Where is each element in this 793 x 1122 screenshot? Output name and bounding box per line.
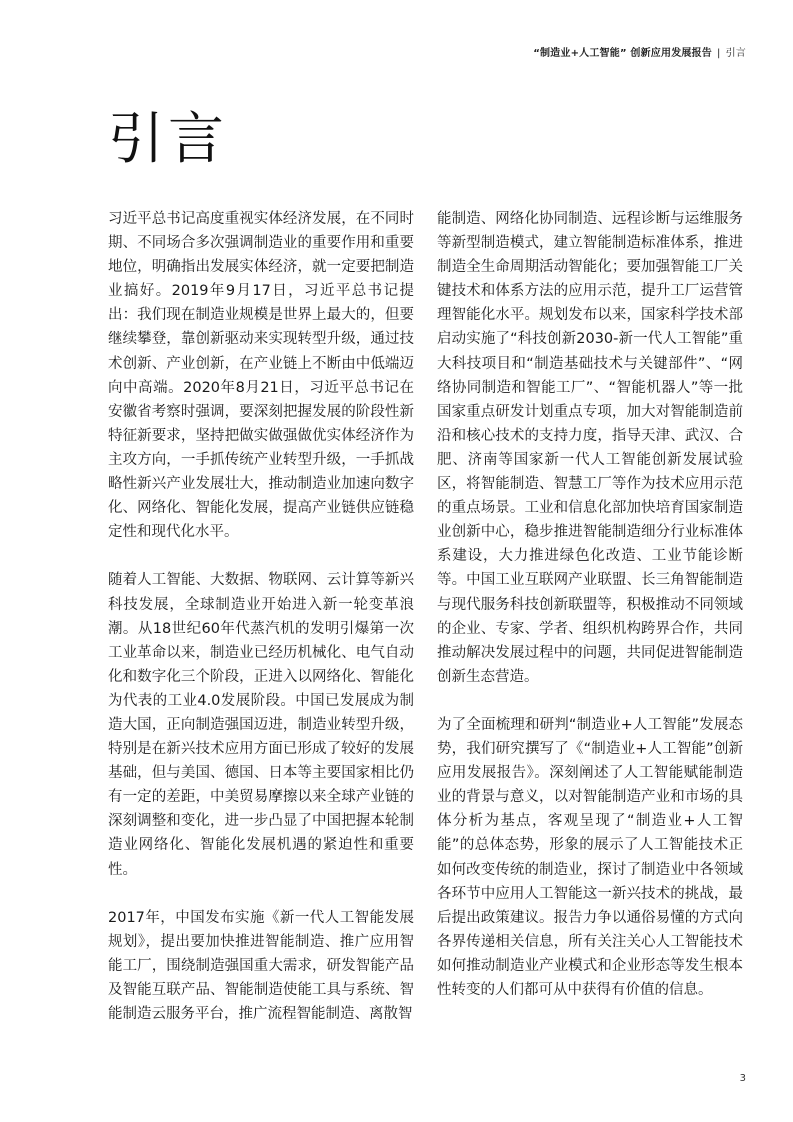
running-header-report-title: “制造业+人工智能” 创新应用发展报告 [533, 48, 713, 59]
page-number: 3 [739, 1073, 746, 1084]
left-paragraph-3: 2017年，中国发布实施《新一代人工智能发展规划》，提出要加快推进智能制造、推广应用智能工厂，围绕制造强国重大需求，研发智能产品及智能互联产品、智能制造使能工具与系统、智能制造云服务平台，推广流程智能制造、离散智 [108, 909, 414, 1023]
left-paragraph-2: 随着人工智能、大数据、物联网、云计算等新兴科技发展，全球制造业开始进入新一轮变革浪潮。从18世纪60年代蒸汽机的发明引爆第一次工业革命以来，制造业已经历机械化、电气自动化和数字化三个阶段，正进入以网络化、智能化为代表的工业4.0发展阶段。中国已发展成为制造大国，正向制造强国迈进，制造业转型升级，特别是在新兴技术应用方面已形成了较好的发展基础，但与美国、德国、日本等主要国家相比仍有一定的差距，中美贸易摩擦以来全球产业链的深刻调整和变化，进一步凸显了中国把握本轮制造业网络化、智能化发展机遇的紧迫性和重要性。 [108, 572, 414, 878]
running-header-separator: | [717, 48, 721, 59]
page-title: 引言 [108, 107, 228, 172]
running-header [533, 44, 746, 59]
left-paragraph-1: 习近平总书记高度重视实体经济发展，在不同时期、不同场合多次强调制造业的重要作用和重要地位，明确指出发展实体经济，就一定要把制造业搞好。2019年9月17日，习近平总书记提出：我们现在制造业规模是世界上最大的，但要继续攀登，靠创新驱动来实现转型升级，通过技术创新、产业创新，在产业链上不断由中低端迈向中高端。2020年8月21日，习近平总书记在安徽省考察时强调，要深刻把握发展的阶段性新特征新要求，坚持把做实做强做优实体经济作为主攻方向，一手抓传统产业转型升级，一手抓战略性新兴产业发展壮大，推动制造业加速向数字化、网络化、智能化发展，提高产业链供应链稳定性和现代化水平。 [108, 211, 414, 541]
running-header-section: 引言 [725, 48, 746, 59]
right-paragraph-2: 为了全面梳理和研判“制造业+人工智能”发展态势，我们研究撰写了《“制造业+人工智能”创新应用发展报告》。深刻阐述了人工智能赋能制造业的背景与意义，以对智能制造产业和市场的具体分析为基点，客观呈现了“制造业+人工智能”的总体态势，形象的展示了人工智能技术正如何改变传统的制造业，探讨了制造业中各领域各环节中应用人工智能这一新兴技术的挑战，最后提出政策建议。报告力争以通俗易懂的方式向各界传递相关信息，所有关注关心人工智能技术如何推动制造业产业模式和企业形态等发生根本性转变的人们都可从中获得有价值的信息。 [437, 716, 743, 998]
right-column [437, 207, 743, 1026]
left-column [108, 207, 414, 1050]
right-paragraph-1: 能制造、网络化协同制造、远程诊断与运维服务等新型制造模式，建立智能制造标准体系，推进制造全生命周期活动智能化；要加强智能工厂关键技术和体系方法的应用示范，提升工厂运营管理智能化水平。规划发布以来，国家科学技术部启动实施了“科技创新2030-新一代人工智能”重大科技项目和“制造基础技术与关键部件”、“网络协同制造和智能工厂”、“智能机器人”等一批国家重点研发计划重点专项，加大对智能制造前沿和核心技术的支持力度，指导天津、武汉、合肥、济南等国家新一代人工智能创新发展试验区，将智能制造、智慧工厂等作为技术应用示范的重点场景。工业和信息化部加快培育国家制造业创新中心，稳步推进智能制造细分行业标准体系建设，大力推进绿色化改造、工业节能诊断等。中国工业互联网产业联盟、长三角智能制造与现代服务科技创新联盟等，积极推动不同领域的企业、专家、学者、组织机构跨界合作，共同推动解决发展过程中的问题，共同促进智能制造创新生态营造。 [437, 211, 743, 685]
